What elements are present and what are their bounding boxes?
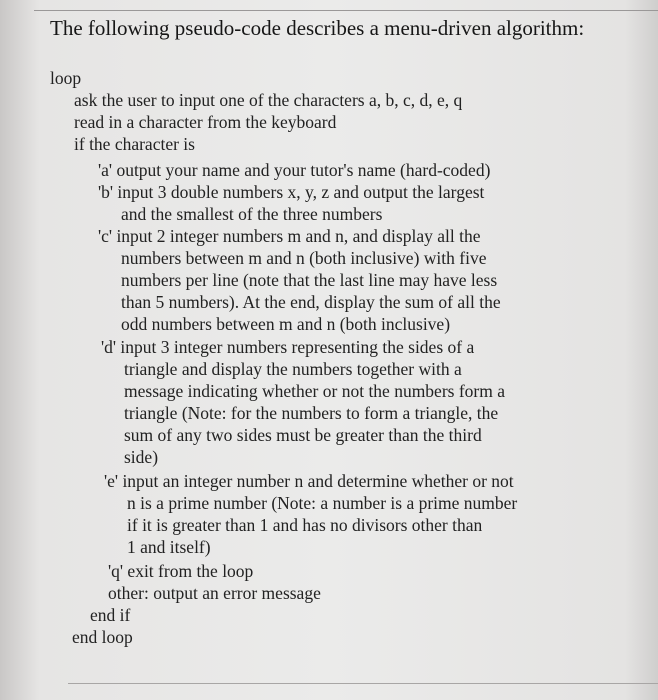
code-line: sum of any two sides must be greater than the third — [124, 425, 482, 445]
code-line: numbers per line (note that the last line may have less — [121, 270, 498, 290]
code-line: other: output an error message — [108, 583, 321, 603]
bottom-divider — [68, 683, 658, 684]
code-line: 'c' input 2 integer numbers m and n, and display all the — [98, 226, 481, 246]
code-line: 1 and itself) — [127, 537, 211, 557]
code-line: and the smallest of the three numbers — [121, 204, 383, 224]
code-line: odd numbers between m and n (both inclusive) — [121, 314, 451, 334]
code-line: 'a' output your name and your tutor's name (hard-coded) — [98, 160, 491, 180]
top-divider — [34, 10, 658, 11]
code-line: 'b' input 3 double numbers x, y, z and output the largest — [98, 182, 485, 202]
code-line: end loop — [72, 627, 133, 647]
code-line: ask the user to input one of the characters a, b, c, d, e, q — [74, 90, 463, 110]
code-line: side) — [124, 447, 159, 467]
code-line: read in a character from the keyboard — [74, 112, 337, 132]
code-line: loop — [50, 68, 82, 88]
code-line: 'd' input 3 integer numbers representing the sides of a — [101, 337, 475, 357]
page-title: The following pseudo-code describes a menu-driven algorithm: — [50, 16, 585, 40]
code-line: n is a prime number (Note: a number is a prime number — [127, 493, 518, 513]
code-line: numbers between m and n (both inclusive) with five — [121, 248, 487, 268]
code-line: triangle (Note: for the numbers to form a triangle, the — [124, 403, 499, 423]
code-line: than 5 numbers). At the end, display the sum of all the — [121, 292, 501, 312]
code-line: if the character is — [74, 134, 195, 154]
code-line: if it is greater than 1 and has no divisors other than — [127, 515, 483, 535]
code-line: 'e' input an integer number n and determine whether or not — [104, 471, 514, 491]
code-line: message indicating whether or not the numbers form a — [124, 381, 506, 401]
code-line: end if — [90, 605, 131, 625]
code-line: 'q' exit from the loop — [108, 561, 254, 581]
code-line: triangle and display the numbers together with a — [124, 359, 462, 379]
